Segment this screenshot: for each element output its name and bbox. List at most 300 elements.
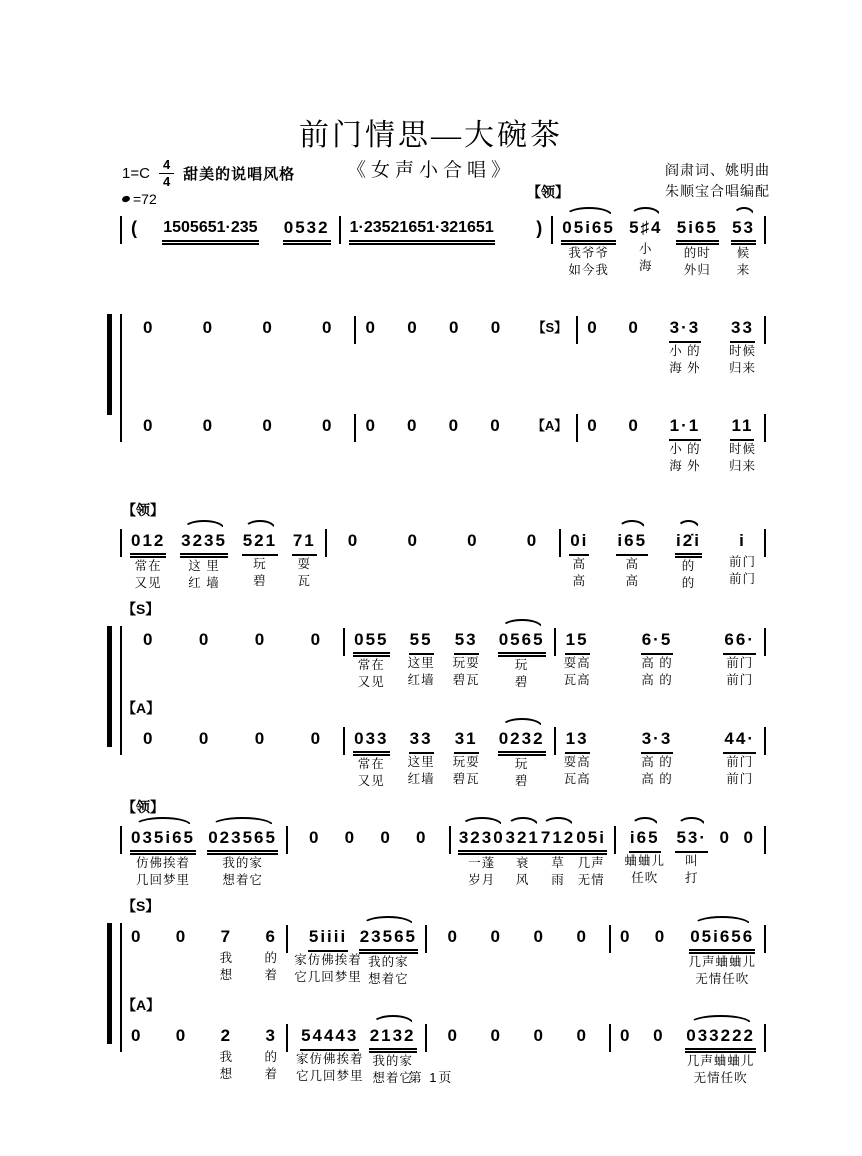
note-column bbox=[564, 717, 591, 788]
note-token: 0 bbox=[620, 927, 632, 946]
lyric-line-1: 衰 bbox=[515, 856, 530, 870]
note-token: 0 bbox=[587, 318, 599, 337]
lyric-line-1: 蛐蛐儿 bbox=[624, 854, 665, 868]
lyric-line-2: 想 bbox=[219, 1067, 234, 1081]
note-column bbox=[175, 915, 188, 984]
part-label: 【A】 bbox=[122, 997, 161, 1013]
note-token: 0 bbox=[628, 318, 640, 337]
note-column bbox=[624, 816, 665, 887]
lyric-line-1: 耍高 bbox=[563, 656, 591, 670]
lyric-line-2: 无情任吹 bbox=[693, 1071, 748, 1085]
lyric-line-1: 的 bbox=[264, 951, 278, 965]
lyric-line-2: 碧 bbox=[514, 774, 529, 788]
note-column bbox=[448, 306, 461, 375]
barline bbox=[764, 628, 766, 656]
time-signature bbox=[159, 158, 174, 188]
staff-line bbox=[120, 618, 766, 691]
staff-line bbox=[120, 306, 766, 377]
lyric-line-1: 玩 bbox=[514, 757, 529, 771]
lyric-line-2: 无情 bbox=[577, 873, 605, 887]
note-column bbox=[641, 717, 674, 788]
note-column bbox=[586, 404, 599, 473]
lyric-line-2: 瓦高 bbox=[563, 772, 591, 786]
note-token: 0 bbox=[654, 927, 667, 946]
note-token: 0 bbox=[576, 927, 588, 946]
measure bbox=[122, 816, 286, 889]
measure bbox=[578, 404, 764, 475]
note-token: 0 bbox=[490, 416, 502, 435]
note-column bbox=[540, 816, 575, 889]
lyric-line-2: 前门 bbox=[726, 673, 754, 687]
note-token: 0 bbox=[143, 729, 155, 748]
note-column bbox=[729, 306, 756, 377]
lyric-line-1: 小 的 bbox=[669, 344, 701, 358]
note-column bbox=[408, 717, 435, 788]
lyric-line-2: 碧瓦 bbox=[452, 772, 480, 786]
system-lead-verse-2 bbox=[120, 799, 766, 889]
note-column bbox=[353, 618, 389, 691]
note-column bbox=[180, 519, 228, 592]
lyric-line-1: 耍 bbox=[297, 557, 312, 571]
note-token: 321 bbox=[505, 826, 541, 855]
staff-line bbox=[120, 404, 766, 475]
system-lead-verse bbox=[120, 502, 766, 592]
credits bbox=[665, 160, 770, 202]
note-column bbox=[490, 306, 503, 375]
lyric-line-2: 瓦高 bbox=[563, 673, 591, 687]
note-token: 6 bbox=[265, 927, 277, 946]
note-token: 0 bbox=[653, 1026, 665, 1045]
note-column bbox=[742, 816, 755, 885]
note-column bbox=[261, 404, 274, 473]
credits-line-2: 朱顺宝合唱编配 bbox=[665, 183, 770, 199]
lyric-line-2: 海 bbox=[639, 259, 653, 273]
part-label: 【领】 bbox=[122, 799, 164, 815]
note-column bbox=[531, 404, 568, 473]
note-column bbox=[130, 206, 138, 275]
note-token: 0 bbox=[254, 630, 267, 649]
note-column bbox=[415, 816, 428, 885]
note-column bbox=[526, 519, 539, 588]
lyric-line-1: 前门 bbox=[726, 755, 754, 769]
note-token: 0 bbox=[365, 416, 377, 435]
note-token: 0 bbox=[198, 630, 211, 649]
note-token: 6·5 bbox=[641, 628, 674, 655]
note-token: 05i656 bbox=[689, 925, 755, 954]
note-token: 54443 bbox=[300, 1024, 359, 1051]
note-column bbox=[466, 519, 479, 588]
tempo-marking bbox=[122, 191, 157, 207]
note-token: 1·23521651·321651 bbox=[349, 216, 495, 245]
lyric-line-1: 叫 bbox=[685, 854, 699, 868]
note-column bbox=[162, 206, 258, 279]
note-token: 0232 bbox=[498, 727, 546, 756]
note-token: i65 bbox=[629, 826, 661, 853]
system-intro-lead bbox=[120, 206, 766, 279]
measure bbox=[122, 519, 325, 592]
note-column bbox=[627, 404, 640, 473]
lyric-line-2: 打 bbox=[685, 871, 699, 885]
note-token: 0 bbox=[143, 318, 155, 337]
note-token: 0 bbox=[175, 1026, 188, 1045]
note-token: 2 bbox=[220, 1026, 233, 1045]
barline bbox=[120, 316, 122, 344]
note-column bbox=[254, 618, 267, 687]
note-column bbox=[489, 404, 502, 473]
note-token: 0 bbox=[407, 318, 419, 337]
lyric-line-1: 常在 bbox=[134, 559, 162, 573]
lyric-line-1: 前门 bbox=[728, 555, 756, 569]
note-column bbox=[453, 618, 480, 689]
lyric-line-2: 无情任吹 bbox=[695, 972, 750, 986]
note-column bbox=[283, 206, 331, 279]
note-token: 0 bbox=[447, 1026, 459, 1045]
note-token: 【A】 bbox=[531, 418, 568, 433]
lyric-line-2: 碧 bbox=[253, 574, 267, 588]
note-column bbox=[296, 915, 360, 986]
note-column bbox=[142, 717, 155, 786]
note-column bbox=[627, 306, 640, 375]
staff-line bbox=[120, 816, 766, 889]
measure bbox=[122, 206, 339, 279]
note-token: 66· bbox=[723, 628, 756, 655]
note-token: 0 bbox=[143, 416, 155, 435]
lyric-line-2: 海 外 bbox=[669, 361, 701, 375]
note-column bbox=[130, 519, 166, 592]
note-token: 15 bbox=[565, 628, 590, 655]
measure bbox=[341, 206, 552, 279]
measure bbox=[122, 306, 354, 375]
note-column bbox=[207, 816, 278, 889]
measure bbox=[288, 915, 425, 988]
note-column bbox=[448, 404, 461, 473]
barline bbox=[764, 414, 766, 442]
note-column bbox=[310, 618, 323, 687]
lyric-line-1: 仿佛挨着 bbox=[135, 856, 190, 870]
lyric-line-2: 它几回梦里 bbox=[295, 1069, 364, 1083]
note-column bbox=[406, 306, 419, 375]
barline bbox=[120, 628, 122, 656]
lyric-line-2: 如今我 bbox=[568, 263, 609, 277]
note-column bbox=[675, 816, 708, 887]
note-token: 0 bbox=[365, 318, 377, 337]
voice-pair bbox=[120, 306, 766, 475]
lyric-line-1: 高 的 bbox=[641, 656, 673, 670]
note-token: 2132 bbox=[369, 1024, 417, 1053]
note-token: 33 bbox=[409, 727, 434, 754]
lyric-line-1: 我 bbox=[219, 1050, 234, 1064]
lyric-line-2: 归来 bbox=[728, 361, 756, 375]
barline bbox=[764, 727, 766, 755]
note-column bbox=[264, 915, 278, 984]
measure bbox=[561, 519, 764, 592]
lyric-line-1: 玩 bbox=[253, 557, 267, 571]
note-column bbox=[723, 717, 756, 788]
lyric-line-1: 这里 bbox=[407, 755, 435, 769]
note-column bbox=[675, 519, 702, 592]
note-column bbox=[142, 306, 155, 375]
tempo-value: =72 bbox=[133, 191, 157, 207]
voice-pair bbox=[120, 601, 766, 790]
note-token: 0 bbox=[533, 1026, 545, 1045]
note-token: 0565 bbox=[498, 628, 546, 657]
lyric-line-1: 高 的 bbox=[641, 755, 673, 769]
note-token: 3·3 bbox=[669, 316, 702, 343]
note-column bbox=[202, 404, 215, 473]
note-column bbox=[379, 816, 392, 885]
lead-part-label: 【领】 bbox=[527, 184, 569, 200]
lyric-line-1: 草 bbox=[551, 856, 565, 870]
lyric-line-1: 常在 bbox=[357, 658, 385, 672]
note-token: 7 bbox=[220, 927, 233, 946]
staff-line bbox=[120, 717, 766, 790]
note-token: 0 bbox=[416, 828, 428, 847]
lyric-line-1: 时候 bbox=[728, 344, 756, 358]
key-signature: 1=C bbox=[122, 164, 150, 182]
note-token: 0 bbox=[202, 416, 215, 435]
note-token: 0 bbox=[448, 318, 461, 337]
note-head-icon bbox=[121, 195, 130, 203]
part-label: 【领】 bbox=[122, 502, 164, 518]
measure bbox=[122, 404, 354, 473]
barline bbox=[120, 925, 122, 953]
note-token: 0 bbox=[628, 416, 640, 435]
note-column bbox=[619, 915, 632, 984]
measure bbox=[356, 404, 576, 473]
time-signature-numerator: 4 bbox=[159, 158, 174, 174]
note-column bbox=[731, 206, 756, 279]
note-token: 0 bbox=[407, 416, 419, 435]
page-number: 第 1页 bbox=[408, 1070, 454, 1085]
note-token: 3·3 bbox=[641, 727, 674, 754]
lyric-line-1: 候 bbox=[736, 246, 751, 260]
lyric-line-1: 的时 bbox=[683, 246, 711, 260]
measure bbox=[288, 816, 449, 885]
part-label: 【S】 bbox=[122, 898, 160, 914]
lyric-line-2: 高 的 bbox=[641, 673, 673, 687]
note-column bbox=[676, 206, 719, 279]
note-token: 0 bbox=[490, 318, 503, 337]
lyric-line-1: 高 bbox=[625, 557, 639, 571]
lyric-line-1: 几声蛐蛐儿 bbox=[686, 1054, 755, 1068]
note-column bbox=[498, 717, 546, 790]
measure bbox=[578, 306, 764, 377]
lyric-line-1: 这里 bbox=[407, 656, 435, 670]
note-column bbox=[364, 404, 377, 473]
note-token: 0 bbox=[344, 828, 357, 847]
note-token: 3230 bbox=[458, 826, 506, 855]
lyric-line-1: 我的家 bbox=[372, 1054, 413, 1068]
note-column bbox=[142, 618, 155, 687]
lyric-line-1: 小 bbox=[639, 242, 653, 256]
note-column bbox=[130, 915, 143, 984]
measure bbox=[556, 717, 764, 788]
system-soprano-verse bbox=[120, 601, 766, 691]
measure bbox=[122, 915, 286, 984]
note-token: 1505651·235 bbox=[162, 216, 258, 245]
note-column bbox=[142, 404, 155, 473]
note-token: 3235 bbox=[180, 529, 228, 558]
lyric-line-2: 它几回梦里 bbox=[294, 970, 362, 984]
note-token: 0 bbox=[262, 416, 274, 435]
lyric-line-1: 我的家 bbox=[368, 955, 409, 969]
note-token: 【S】 bbox=[532, 320, 568, 335]
measure bbox=[553, 206, 764, 279]
note-column bbox=[729, 404, 756, 475]
lyric-line-2: 想着它 bbox=[368, 972, 409, 986]
lyric-line-2: 红墙 bbox=[407, 673, 435, 687]
note-token: 3 bbox=[265, 1026, 277, 1045]
lyric-line-2: 风 bbox=[515, 873, 530, 887]
note-token: 0 bbox=[131, 927, 143, 946]
measure bbox=[451, 816, 615, 889]
note-column bbox=[321, 404, 334, 473]
note-token: 0 bbox=[347, 531, 360, 550]
note-column bbox=[447, 915, 460, 984]
note-column bbox=[723, 618, 756, 689]
score bbox=[120, 206, 766, 1096]
voice-pair bbox=[120, 898, 766, 1087]
note-token: 0 bbox=[202, 318, 215, 337]
lyric-line-1: 的 bbox=[681, 559, 696, 573]
note-token: 712 bbox=[540, 826, 576, 855]
barline bbox=[764, 826, 766, 854]
note-token: 53 bbox=[731, 216, 756, 245]
note-column bbox=[198, 618, 211, 687]
lyric-line-2: 来 bbox=[736, 263, 751, 277]
measure bbox=[122, 717, 343, 786]
note-column bbox=[347, 519, 360, 588]
staff-line bbox=[120, 519, 766, 592]
note-column bbox=[616, 519, 648, 590]
note-column bbox=[353, 717, 389, 790]
measure bbox=[327, 519, 559, 588]
note-column bbox=[308, 816, 321, 885]
note-token: 5iiii bbox=[308, 925, 348, 952]
style-marking: 甜美的说唱风格 bbox=[183, 165, 296, 183]
note-token: 53· bbox=[675, 826, 708, 853]
lyric-line-2: 碧瓦 bbox=[452, 673, 480, 687]
staff-line bbox=[120, 206, 766, 279]
lyric-line-1: 常在 bbox=[357, 757, 385, 771]
note-column bbox=[628, 206, 663, 275]
lyric-line-2: 瓦 bbox=[297, 574, 312, 588]
measure bbox=[616, 816, 764, 887]
note-token: 33 bbox=[730, 316, 755, 343]
note-column bbox=[254, 717, 267, 786]
note-column bbox=[586, 306, 599, 375]
note-token: 05i65 bbox=[561, 216, 616, 245]
note-column bbox=[490, 915, 503, 984]
note-column bbox=[349, 206, 495, 279]
lyric-line-1: 我爷爷 bbox=[568, 246, 609, 260]
lyric-line-2: 海 外 bbox=[669, 459, 701, 473]
lyric-line-2: 想着它 bbox=[222, 873, 263, 887]
note-token: 0 bbox=[380, 828, 392, 847]
note-token: 0 bbox=[719, 828, 731, 847]
note-token: 0 bbox=[467, 531, 479, 550]
lyric-line-1: 高 bbox=[572, 557, 587, 571]
note-token: 23565 bbox=[359, 925, 418, 954]
note-token: 0 bbox=[576, 1026, 588, 1045]
lyric-line-2: 高 的 bbox=[641, 772, 673, 786]
note-column bbox=[641, 618, 674, 689]
note-token: 0 bbox=[620, 1026, 632, 1045]
note-token: 0i bbox=[569, 529, 589, 556]
lyric-line-1: 这 里 bbox=[188, 559, 220, 573]
lyric-line-1: 玩 bbox=[514, 658, 529, 672]
note-column bbox=[669, 306, 702, 377]
lyric-line-1: 时候 bbox=[728, 442, 756, 456]
note-token: 035i65 bbox=[130, 826, 196, 855]
note-token: 0 bbox=[587, 416, 599, 435]
barline bbox=[764, 1024, 766, 1052]
lyric-line-2: 碧 bbox=[514, 675, 529, 689]
note-column bbox=[532, 306, 569, 375]
system-soprano-verse-2 bbox=[120, 898, 766, 988]
note-token: 53 bbox=[454, 628, 479, 655]
lyric-line-2: 又见 bbox=[134, 576, 162, 590]
note-token: 44· bbox=[723, 727, 756, 754]
note-token: 5♯4 bbox=[628, 216, 663, 241]
note-token: 033 bbox=[353, 727, 389, 756]
note-token: 5i65 bbox=[676, 216, 719, 245]
measure bbox=[345, 618, 553, 691]
note-token: 0 bbox=[198, 729, 211, 748]
note-column bbox=[535, 206, 543, 275]
lyric-line-1: 一蓬 bbox=[468, 856, 496, 870]
note-column bbox=[654, 915, 667, 984]
lyric-line-2: 几回梦里 bbox=[135, 873, 190, 887]
page-title: 前门情思—大碗茶 bbox=[299, 119, 563, 152]
note-column bbox=[198, 717, 211, 786]
measure bbox=[122, 618, 343, 687]
lyric-line-1: 玩耍 bbox=[452, 755, 480, 769]
lyric-line-1: 家仿佛挨着 bbox=[295, 1052, 364, 1066]
system-alto-rest bbox=[120, 404, 766, 475]
note-column bbox=[576, 816, 607, 889]
lyric-line-2: 岁月 bbox=[468, 873, 496, 887]
measure bbox=[427, 915, 609, 984]
note-token: i bbox=[739, 531, 746, 550]
note-column bbox=[321, 306, 334, 375]
note-token: 13 bbox=[565, 727, 590, 754]
lyric-line-2: 归来 bbox=[728, 459, 756, 473]
note-column bbox=[561, 206, 616, 279]
credits-line-1: 阎肃词、姚明曲 bbox=[665, 162, 770, 178]
subtitle: 《女声小合唱》 bbox=[346, 160, 515, 181]
note-column bbox=[364, 306, 377, 375]
note-column bbox=[242, 519, 278, 590]
barline bbox=[764, 316, 766, 344]
barline bbox=[764, 925, 766, 953]
note-token: i65 bbox=[616, 529, 648, 556]
measure bbox=[611, 915, 764, 988]
note-column bbox=[344, 816, 357, 885]
note-token: 0 bbox=[254, 729, 267, 748]
lyric-line-2: 又见 bbox=[357, 774, 385, 788]
note-column bbox=[533, 915, 546, 984]
lyric-line-2: 想 bbox=[219, 968, 234, 982]
lyric-line-2: 外归 bbox=[683, 263, 711, 277]
note-token: 0 bbox=[321, 318, 334, 337]
note-column bbox=[202, 306, 215, 375]
note-token: 0 bbox=[175, 927, 188, 946]
note-column bbox=[564, 618, 591, 689]
lyric-line-1: 我的家 bbox=[222, 856, 263, 870]
note-token: 0 bbox=[143, 630, 155, 649]
lyric-line-2: 又见 bbox=[357, 675, 385, 689]
